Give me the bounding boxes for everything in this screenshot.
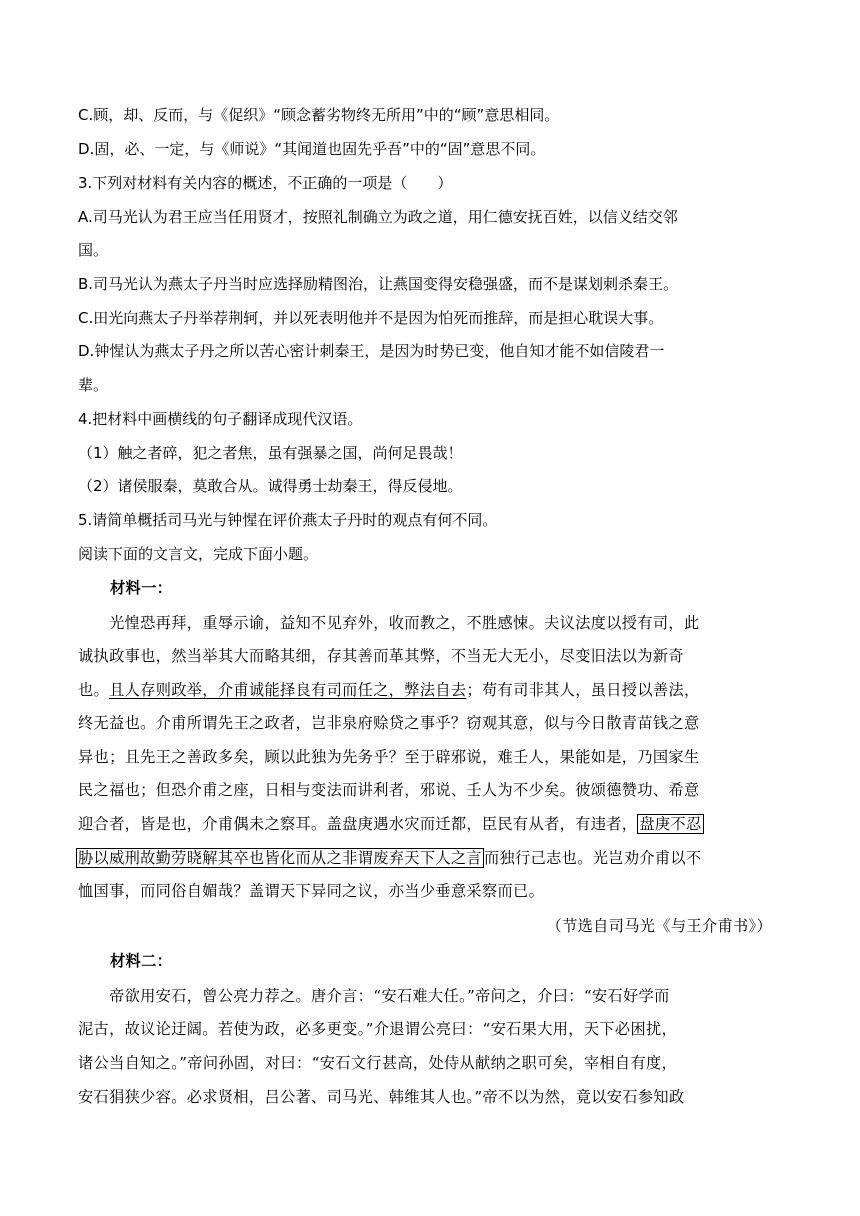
material-1-line <box>76 847 786 869</box>
question-3-option-d-cont: 辈。 <box>78 376 109 394</box>
question-4-stem: 4.把材料中画横线的句子翻译成现代汉语。 <box>78 410 363 428</box>
option-d-top: D.固，必、一定，与《师说》“其闻道也固先乎吾”中的“固”意思不同。 <box>78 140 546 158</box>
question-5-stem: 5.请简单概括司马光与钟惺在评价燕太子丹时的观点有何不同。 <box>78 511 498 529</box>
question-3-option-c: C.田光向燕太子丹举荐荆轲，并以死表明他并不是因为怕死而推辞，而是担心耽误大事。 <box>78 309 664 327</box>
boxed-passage-start: 盘庚不忍 <box>639 815 702 833</box>
material-2-heading: 材料二： <box>110 952 173 970</box>
material-1-line: 民之福也；但恐介甫之座，日相与变法而讲利者，邪说、壬人为不少矣。彼颂德赞功、希意 <box>78 781 700 799</box>
option-c-top: C.顾，却、反而，与《促织》“顾念蓄劣物终无所用”中的“顾”意思相同。 <box>78 106 560 124</box>
material-2-line: 安石狷狭少容。必求贤相，吕公著、司马光、韩维其人也。”帝不以为然，竟以安石参知政 <box>78 1088 685 1106</box>
material-1-line <box>78 813 788 835</box>
material-2-line: 诸公当自知之。”帝问孙固，对曰：“安石文行甚高，处侍从献纳之职可矣，宰相自有度， <box>78 1054 678 1072</box>
material-1-line <box>78 679 788 701</box>
question-3-option-a-cont: 国。 <box>78 241 109 259</box>
question-3-option-a: A.司马光认为君王应当任用贤才，按照礼制确立为政之道，用仁德安抚百姓，以信义结交邻 <box>78 208 678 226</box>
question-4-sentence-1: （1）触之者碎，犯之者焦，虽有强暴之国，尚何足畏哉！ <box>78 444 463 462</box>
material-1-line: 光惶恐再拜，重辱示谕，益知不见弃外，收而教之，不胜感悚。夫议法度以授有司，此 <box>78 614 700 632</box>
material-1-text: ；苟有司非其人，虽日授以善法， <box>466 681 700 699</box>
material-1-line: 终无益也。介甫所谓先王之政者，岂非泉府赊贷之事乎？窃观其意，似与今日散青苗钱之意 <box>78 714 700 732</box>
reading-instruction: 阅读下面的文言文，完成下面小题。 <box>78 545 319 563</box>
material-1-source: （节选自司马光《与王介甫书》） <box>546 917 772 935</box>
material-1-text: 迎合者，皆是也，介甫偶未之察耳。盖盘庚遇水灾而迁都，臣民有从者，有违者， <box>78 815 638 833</box>
material-1-line: 诚执政事也，然当举其大而略其细，存其善而革其弊，不当无大无小，尽变旧法以为新奇 <box>78 647 684 665</box>
material-1-text: 也。 <box>78 681 110 699</box>
material-2-line: 泥古，故议论迂阔。若使为政，必多更变。”介退谓公亮曰：“安石果大用，天下必困扰， <box>78 1020 678 1038</box>
material-1-text: 而独行己志也。光岂劝介甫以不 <box>483 849 702 867</box>
material-1-line: 恤国事，而同俗自媚哉？盖谓天下异同之议，亦当少垂意采察而已。 <box>78 882 545 900</box>
boxed-passage: 胁以威刑故勤劳晓解其卒也皆化而从之非谓废弃天下人之言 <box>78 849 482 867</box>
question-4-sentence-2: （2）诸侯服秦，莫敢合从。诚得勇士劫秦王，得反侵地。 <box>78 477 463 495</box>
question-3-option-d: D.钟惺认为燕太子丹之所以苦心密计刺秦王，是因为时势已变，他自知才能不如信陵君一 <box>78 342 665 360</box>
question-3-option-b: B.司马光认为燕太子丹当时应选择励精图治，让燕国变得安稳强盛，而不是谋划刺杀秦王。 <box>78 275 679 293</box>
material-2-line: 帝欲用安石，曾公亮力荐之。唐介言：“安石难大任。”帝问之，介曰：“安石好学而 <box>78 987 670 1005</box>
underlined-sentence: 且人存则政举，介甫诚能择良有司而任之，弊法自去 <box>109 681 467 699</box>
material-1-heading: 材料一： <box>110 579 173 597</box>
question-3-stem: 3.下列对材料有关内容的概述，不正确的一项是（ ） <box>78 174 453 192</box>
material-1-line: 异也；且先王之善政多矣，顾以此独为先务乎？至于辟邪说，难壬人，果能如是，乃国家生 <box>78 748 700 766</box>
